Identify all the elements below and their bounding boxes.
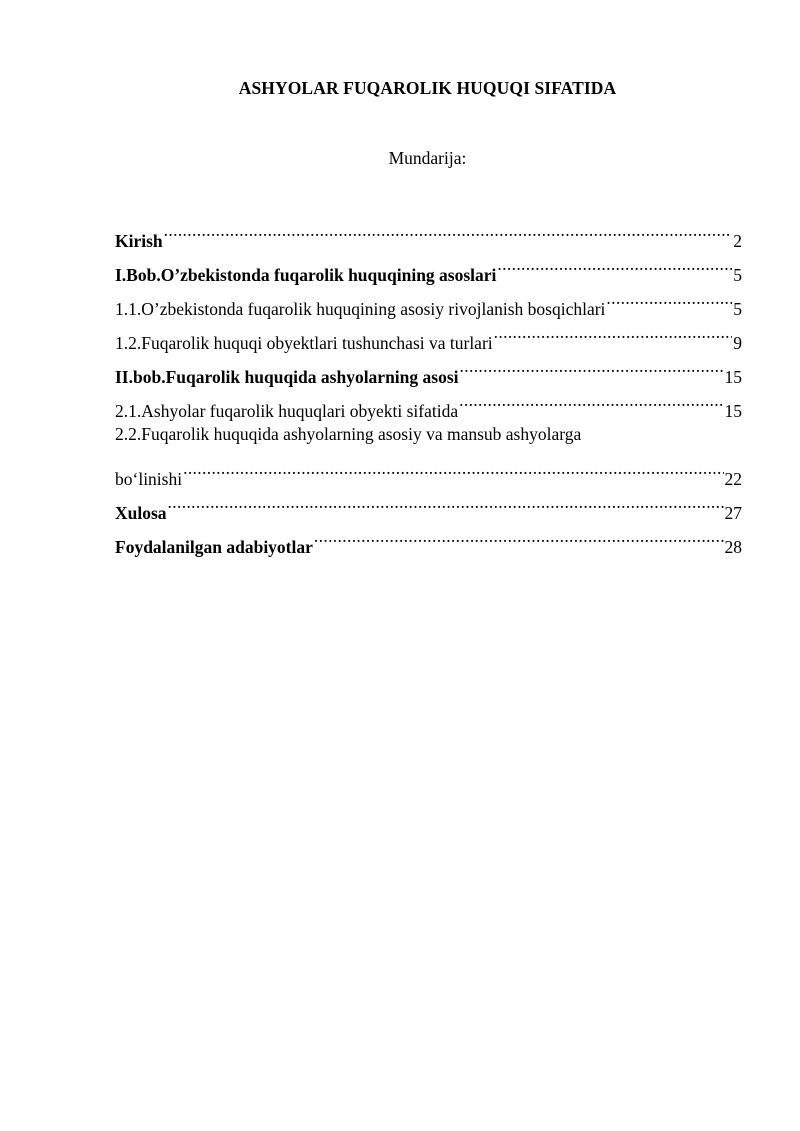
- toc-entry-references[interactable]: [115, 519, 742, 557]
- toc-entry-kirish[interactable]: [115, 213, 742, 251]
- toc-page-number: 5: [733, 265, 742, 285]
- toc-entry-label: II.bob.Fuqarolik huquqida ashyolarning asosi: [115, 367, 459, 387]
- toc-entry-chapter-1[interactable]: [115, 247, 742, 285]
- toc-entry-section-2-2-line1[interactable]: [115, 417, 742, 451]
- toc-dot-leader: [168, 485, 724, 519]
- table-of-contents: [115, 213, 742, 557]
- toc-entry-label: Xulosa: [115, 503, 167, 523]
- toc-dot-leader: [183, 451, 723, 485]
- toc-dot-leader: [494, 315, 733, 349]
- toc-entry-xulosa[interactable]: [115, 485, 742, 523]
- toc-page-number: 9: [733, 333, 742, 353]
- toc-dot-leader: [606, 281, 732, 315]
- toc-entry-label: 2.1.Ashyolar fuqarolik huquqlari obyekti sifatida: [115, 401, 459, 421]
- toc-page-number: 28: [724, 537, 742, 557]
- toc-heading: Mundarija:: [388, 148, 467, 168]
- toc-dot-leader: [497, 247, 732, 281]
- toc-entry-label: Kirish: [115, 231, 163, 251]
- toc-entry-label: 2.2.Fuqarolik huquqida ashyolarning asosiy va mansub ashyolarga: [115, 424, 582, 444]
- toc-page-number: 15: [724, 367, 742, 387]
- toc-page-number: 2: [733, 231, 742, 251]
- toc-entry-label: boʻlinishi: [115, 469, 183, 489]
- toc-page-number: 22: [724, 469, 742, 489]
- toc-entry-section-2-2-line2[interactable]: [115, 451, 742, 489]
- toc-dot-leader: [164, 213, 733, 247]
- toc-dot-leader: [459, 383, 723, 417]
- document-title: ASHYOLAR FUQAROLIK HUQUQI SIFATIDA: [238, 78, 617, 98]
- toc-entry-label: I.Bob.O’zbekistonda fuqarolik huquqining asoslari: [115, 265, 497, 285]
- toc-dot-leader: [314, 519, 724, 553]
- toc-page-number: 15: [724, 401, 742, 421]
- toc-entry-label: 1.1.O’zbekistonda fuqarolik huquqining asosiy rivojlanish bosqichlari: [115, 299, 606, 319]
- toc-page-number: 27: [724, 503, 742, 523]
- toc-page-number: 5: [733, 299, 742, 319]
- toc-dot-leader: [460, 349, 724, 383]
- toc-entry-label: Foydalanilgan adabiyotlar: [115, 537, 313, 557]
- toc-entry-label: 1.2.Fuqarolik huquqi obyektlari tushunchasi va turlari: [115, 333, 493, 353]
